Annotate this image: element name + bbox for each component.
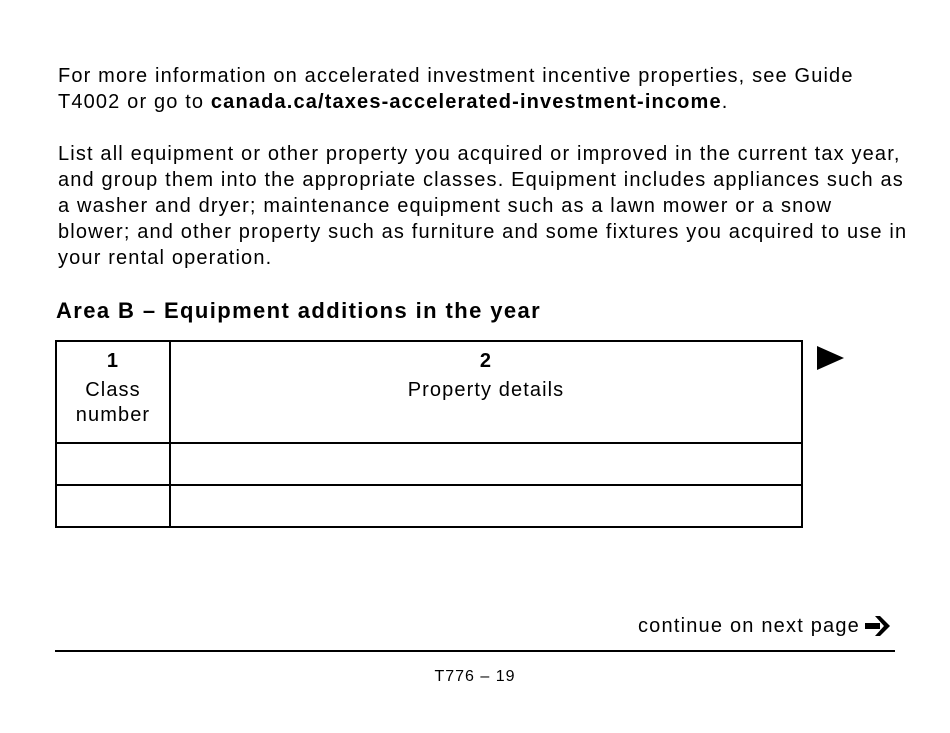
intro-paragraph-1 [58, 63, 908, 115]
footer-divider [55, 650, 895, 652]
continue-on-next-page[interactable] [638, 614, 892, 638]
form-identifier: T776 – 19 [434, 668, 516, 685]
table-continues-arrow-icon [817, 346, 844, 370]
column-number: 1 [106, 350, 120, 372]
column-header-class-number [56, 341, 170, 443]
intro-paragraph-2: List all equipment or other property you acquired or improved in the current tax year, and group them into the appropriate classes. Equipment includes appliances such as a washer and dryer; maintenance equipment such as a lawn mower or a snow blower; and other property such as furniture and some fixtures you acquired to use in your rental operation. [58, 143, 908, 269]
continue-label: continue on next page [637, 614, 860, 637]
intro-paragraph-1-text: For more information on accelerated investment incentive properties, see Guide T4002 or go to [58, 65, 854, 113]
table-row [56, 485, 802, 527]
area-b-heading: Area B – Equipment additions in the year [56, 298, 542, 323]
guide-link[interactable]: canada.ca/taxes-accelerated-investment-income [210, 91, 722, 113]
class-number-input[interactable] [56, 485, 170, 527]
arrow-right-icon [864, 614, 892, 638]
intro-paragraph-1-end: . [721, 91, 729, 113]
table-header-row [56, 341, 802, 443]
column-header-property-details [170, 341, 802, 443]
table-row [56, 443, 802, 485]
property-details-input[interactable] [170, 485, 802, 527]
property-details-input[interactable] [170, 443, 802, 485]
class-number-input[interactable] [56, 443, 170, 485]
column-title: Property details [407, 379, 565, 401]
column-title: Class number [75, 379, 151, 426]
equipment-additions-table [55, 340, 803, 528]
column-number: 2 [479, 350, 493, 372]
